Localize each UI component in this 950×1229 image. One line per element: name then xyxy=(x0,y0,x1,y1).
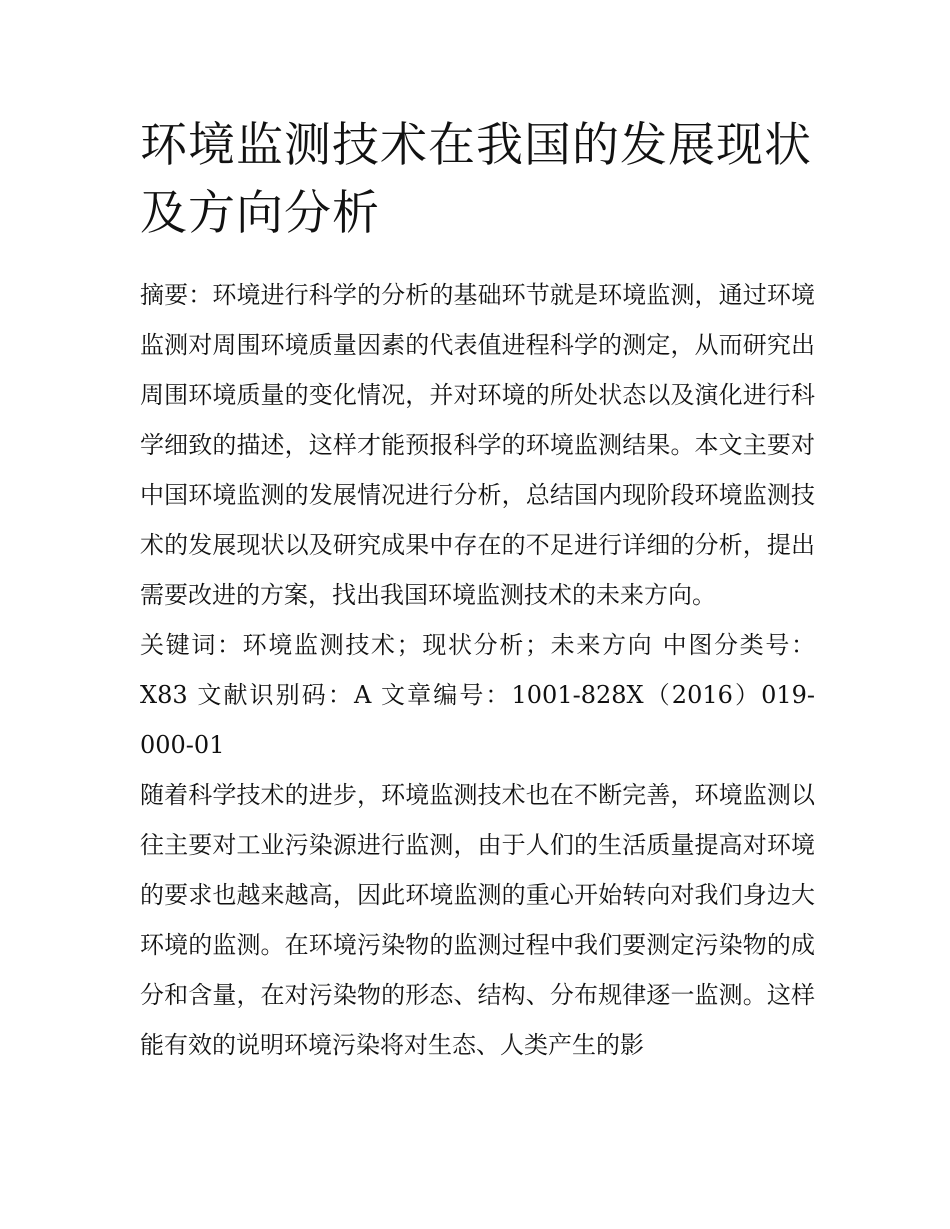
abstract-paragraph: 摘要：环境进行科学的分析的基础环节就是环境监测，通过环境监测对周围环境质量因素的代表值进程科学的测定，从而研究出周围环境质量的变化情况，并对环境的所处状态以及演化进行科学细致的描述，这样才能预报科学的环境监测结果。本文主要对中国环境监测的发展情况进行分析，总结国内现阶段环境监测技术的发展现状以及研究成果中存在的不足进行详细的分析，提出需要改进的方案，找出我国环境监测技术的未来方向。 xyxy=(140,281,815,609)
document-page xyxy=(140,112,815,1070)
document-title: 环境监测技术在我国的发展现状及方向分析 xyxy=(140,118,812,241)
document-body xyxy=(140,270,815,1070)
body-paragraph: 随着科学技术的进步，环境监测技术也在不断完善，环境监测以往主要对工业污染源进行监测，由于人们的生活质量提高对环境的要求也越来越高，因此环境监测的重心开始转向对我们身边大环境的监测。在环境污染物的监测过程中我们要测定污染物的成分和含量，在对污染物的形态、结构、分布规律逐一监测。这样能有效的说明环境污染将对生态、人类产生的影 xyxy=(140,781,815,1059)
keywords-paragraph: 关键词：环境监测技术；现状分析；未来方向 中图分类号：X83 文献识别码：A 文章编号：1001-828X（2016）019-000-01 xyxy=(140,631,815,759)
